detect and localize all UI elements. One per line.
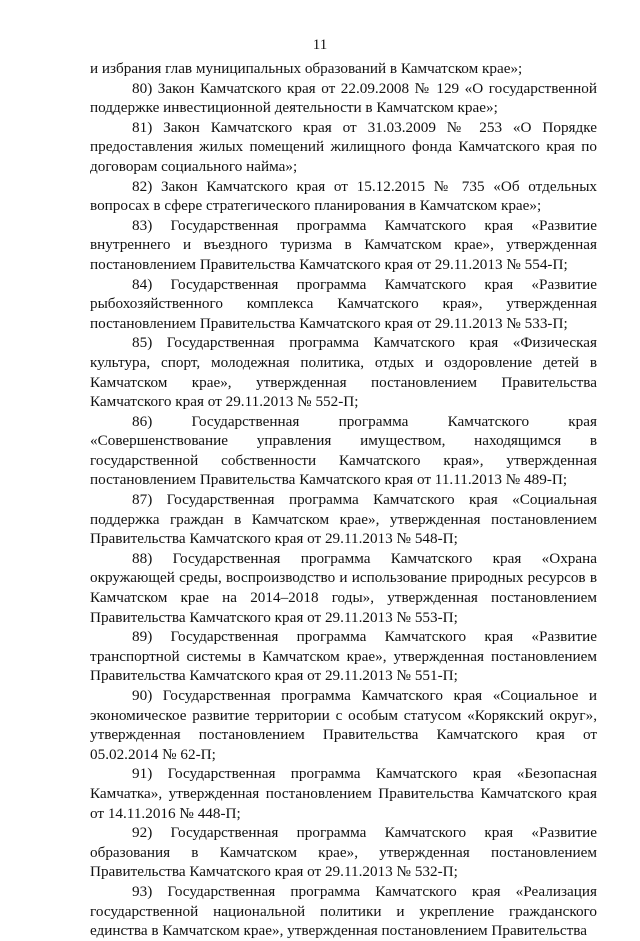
list-item-89: 89) Государственная программа Камчатского края «Развитие транспортной системы в Камчатском крае», утвержденная постановлением Правительства Камчатского края от 29.11.2013 № 551-П; [90, 628, 597, 685]
list-item-85: 85) Государственная программа Камчатского края «Физическая культура, спорт, молодежная политика, отдых и оздоровление детей в Камчатском крае», утвержденная постановлением Правительства Камчатского края от 29.11.2013 № 552-П; [90, 334, 597, 411]
list-item-81: 81) Закон Камчатского края от 31.03.2009 № 253 «О Порядке предоставления жилых помещений жилищного фонда Камчатского края по договорам социального найма»; [90, 118, 597, 175]
list-item-87: 87) Государственная программа Камчатского края «Социальная поддержка граждан в Камчатском крае», утвержденная постановлением Правительства Камчатского края от 29.11.2013 № 548-П; [90, 491, 597, 548]
list-item-83: 83) Государственная программа Камчатского края «Развитие внутреннего и въездного туризма в Камчатском крае», утвержденная постановлением Правительства Камчатского края от 29.11.2013 № 554-П; [90, 216, 597, 273]
list-item-92: 92) Государственная программа Камчатского края «Развитие образования в Камчатском крае», утвержденная постановлением Правительства Камчатского края от 29.11.2013 № 532-П; [90, 824, 597, 881]
paragraph-continuation: и избрания глав муниципальных образований в Камчатском крае»; [90, 60, 523, 77]
list-item-84: 84) Государственная программа Камчатского края «Развитие рыбохозяйственного комплекса Камчатского края», утвержденная постановлением Правительства Камчатского края от 29.11.2013 № 533-П; [90, 275, 597, 332]
list-item-80: 80) Закон Камчатского края от 22.09.2008 № 129 «О государственной поддержке инвестиционной деятельности в Камчатском крае»; [90, 79, 597, 117]
list-item-82: 82) Закон Камчатского края от 15.12.2015 № 735 «Об отдельных вопросах в сфере стратегического планирования в Камчатском крае»; [90, 177, 597, 215]
list-item-91: 91) Государственная программа Камчатского края «Безопасная Камчатка», утвержденная постановлением Правительства Камчатского края от 14.11.2016 № 448-П; [90, 765, 597, 822]
list-item-86: 86) Государственная программа Камчатского края «Совершенствование управления имуществом, находящимся в государственной собственности Камчатского края», утвержденная постановлением Правительства Камчатского края от 11.11.2013 № 489-П; [90, 412, 597, 489]
page-number: 11 [312, 37, 328, 53]
document-body [90, 59, 597, 941]
list-item-90: 90) Государственная программа Камчатского края «Социальное и экономическое развитие территории с особым статусом «Корякский округ», утвержденная постановлением Правительства Камчатского края от 05.02.2014 № 62-П; [90, 687, 597, 763]
list-item-88: 88) Государственная программа Камчатского края «Охрана окружающей среды, воспроизводство и использование природных ресурсов в Камчатском крае на 2014–2018 годы», утвержденная постановлением Правительства Камчатского края от 29.11.2013 № 553-П; [90, 549, 597, 626]
list-item-93: 93) Государственная программа Камчатского края «Реализация государственной национальной политики и укрепление гражданского единства в Камчатском крае», утвержденная постановлением Правительства [90, 882, 597, 940]
